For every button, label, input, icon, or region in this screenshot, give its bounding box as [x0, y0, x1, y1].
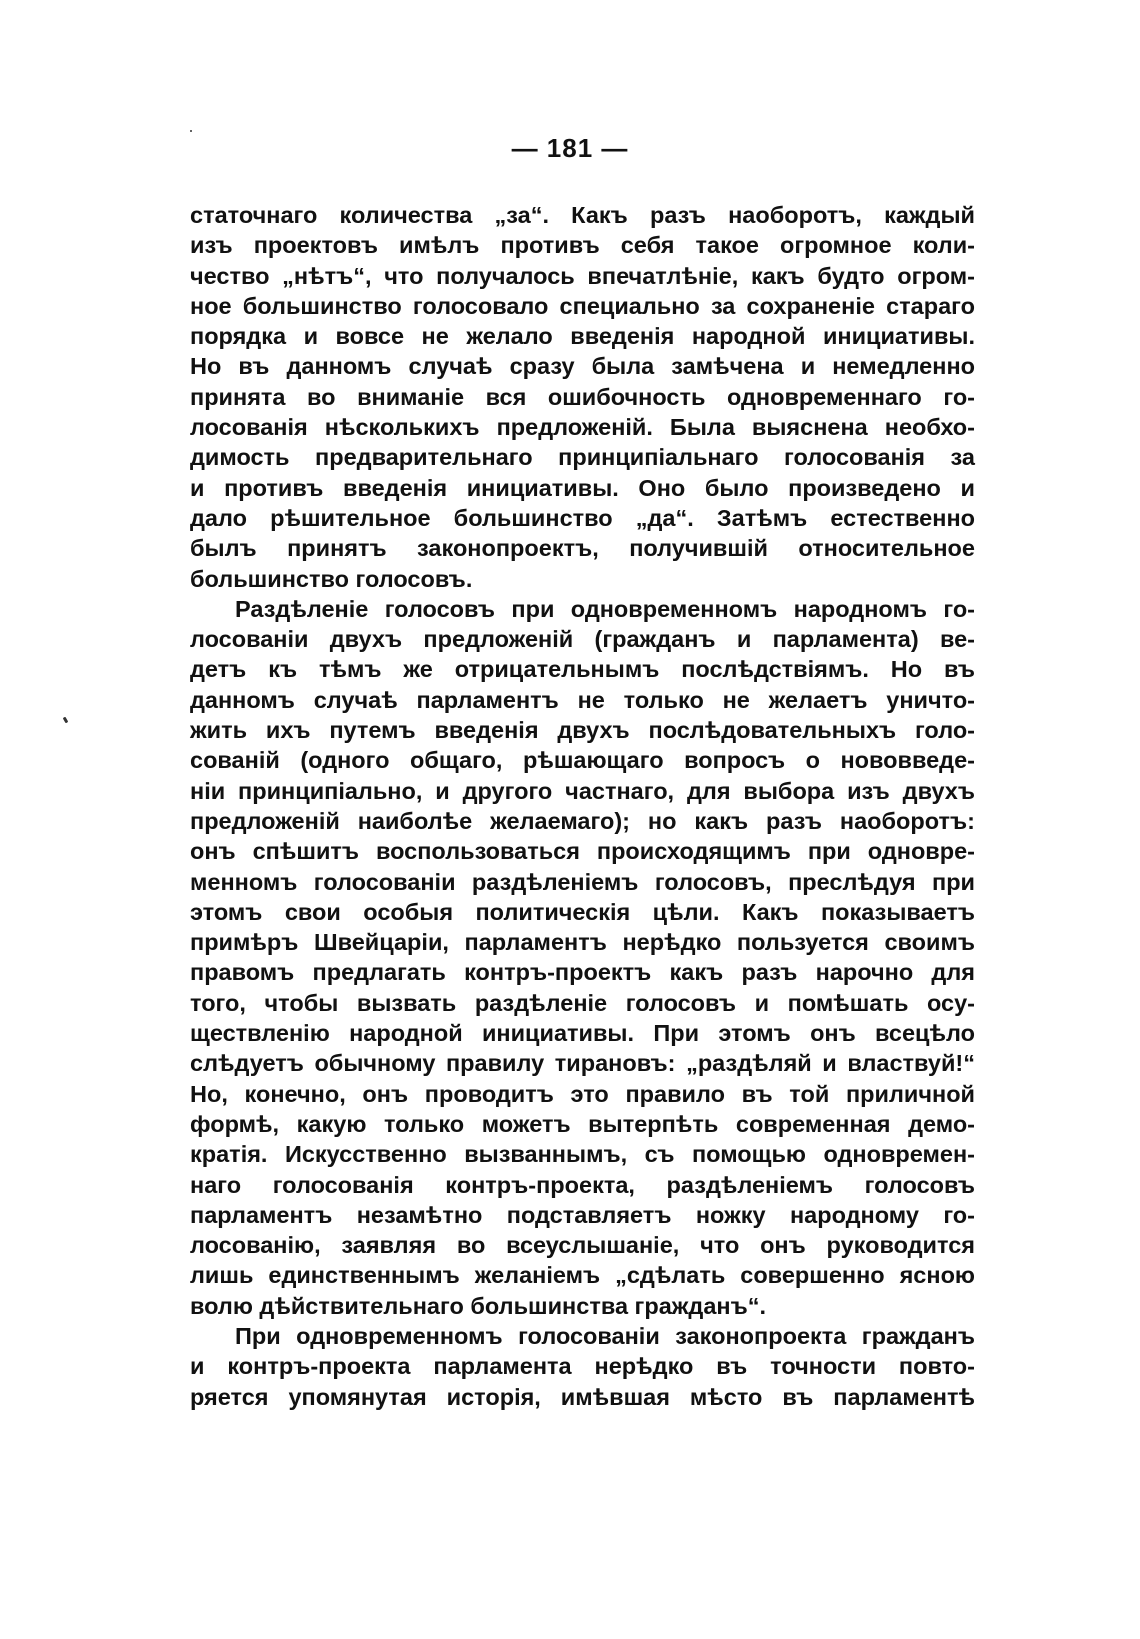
text-line: ряется упомянутая исторія, имѣвшая мѣсто въ парламентѣ — [190, 1383, 975, 1410]
text-line: чество „нѣтъ“, что получалось впечатлѣніе, какъ будто огром- — [190, 262, 975, 289]
text-line: данномъ случаѣ парламентъ не только не желаетъ уничто- — [190, 686, 975, 713]
text-line: и противъ введенія инициативы. Оно было произведено и — [190, 474, 975, 501]
text-line: этомъ свои особыя политическія цѣли. Какъ показываетъ — [190, 898, 975, 925]
text-line: формѣ, какую только можетъ вытерпѣть современная демо- — [190, 1110, 975, 1137]
scan-speck — [63, 717, 69, 724]
body-text — [190, 200, 975, 1412]
text-line: слѣдуетъ обычному правилу тирановъ: „раздѣляй и властвуй!“ — [190, 1050, 975, 1077]
text-line: правомъ предлагать контръ-проектъ какъ разъ нарочно для — [190, 959, 975, 986]
scan-speck — [190, 130, 192, 132]
text-line: менномъ голосованіи раздѣленіемъ голосовъ, преслѣдуя при — [190, 868, 975, 895]
text-line: лосованію, заявляя во всеуслышаніе, что онъ руководится — [190, 1232, 975, 1259]
text-line: примѣръ Швейцаріи, парламентъ нерѣдко пользуется своимъ — [190, 929, 975, 956]
text-line: сованій (одного общаго, рѣшающаго вопросъ о нововведе- — [190, 747, 975, 774]
text-line: лишь единственнымъ желаніемъ „сдѣлать совершенно ясною — [190, 1262, 975, 1289]
text-line: ное большинство голосовало специально за сохраненіе стараго — [190, 292, 975, 319]
text-line: ществленію народной инициативы. При этомъ онъ всецѣло — [190, 1020, 975, 1047]
text-line: лосованія нѣсколькихъ предложеній. Была выяснена необхо- — [190, 414, 975, 441]
text-line: Но въ данномъ случаѣ сразу была замѣчена и немедленно — [190, 353, 975, 380]
text-line: дало рѣшительное большинство „да“. Затѣмъ естественно — [190, 504, 975, 531]
text-line: статочнаго количества „за“. Какъ разъ наоборотъ, каждый — [190, 202, 975, 228]
text-line: порядка и вовсе не желало введенія народной инициативы. — [190, 323, 975, 350]
paragraph-first-line: При одновременномъ голосованіи законопроекта гражданъ — [235, 1322, 975, 1349]
text-line: димость предварительнаго принципіальнаго голосованія за — [190, 444, 975, 471]
text-line: волю дѣйствительнаго большинства гражданъ“. — [190, 1292, 767, 1319]
text-line: детъ къ тѣмъ же отрицательнымъ послѣдствіямъ. Но въ — [190, 656, 975, 683]
paragraph-first-line: Раздѣленіе голосовъ при одновременномъ народномъ го- — [235, 595, 975, 622]
text-line: наго голосованія контръ-проекта, раздѣленіемъ голосовъ — [190, 1171, 975, 1198]
text-line: кратія. Искусственно вызваннымъ, съ помощью одновремен- — [190, 1141, 975, 1168]
text-line: принята во вниманіе вся ошибочность одновременнаго го- — [190, 383, 975, 410]
text-line: и контръ-проекта парламента нерѣдко въ точности повто- — [190, 1353, 975, 1380]
text-line: ніи принципіально, и другого частнаго, для выбора изъ двухъ — [190, 777, 975, 804]
text-line: того, чтобы вызвать раздѣленіе голосовъ и помѣшать осу- — [190, 989, 975, 1016]
text-line: лосованіи двухъ предложеній (гражданъ и парламента) ве- — [190, 626, 975, 653]
page-number: — 181 — — [511, 133, 629, 163]
text-line: предложеній наиболѣе желаемаго); но какъ разъ наоборотъ: — [190, 807, 975, 834]
text-line: изъ проектовъ имѣлъ противъ себя такое огромное коли- — [190, 232, 975, 259]
text-line: парламентъ незамѣтно подставляетъ ножку народному го- — [190, 1201, 975, 1228]
text-line: былъ принятъ законопроектъ, получившій относительное — [190, 535, 975, 562]
text-line: Но, конечно, онъ проводитъ это правило въ той приличной — [190, 1080, 975, 1107]
text-line: жить ихъ путемъ введенія двухъ послѣдовательныхъ голо- — [190, 717, 975, 744]
text-line: онъ спѣшитъ воспользоваться происходящимъ при одновре- — [190, 838, 975, 865]
text-line: большинство голосовъ. — [190, 565, 473, 592]
